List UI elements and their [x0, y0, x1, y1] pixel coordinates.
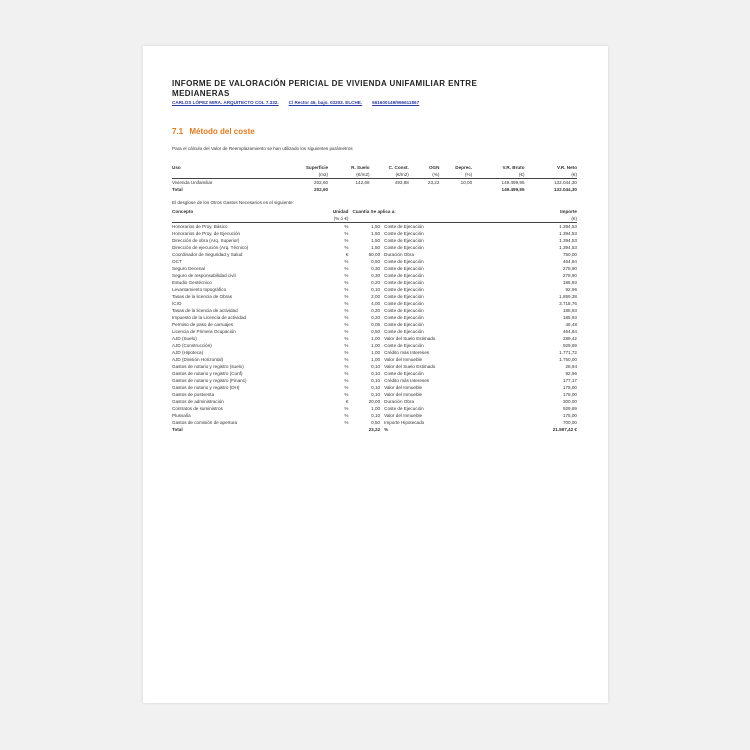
- table-cell: 202,60: [314, 180, 329, 185]
- table-cell: Dirección de ejecución (Arq. Técnico): [172, 245, 249, 250]
- table-row: [172, 342, 577, 349]
- valuation-unit-cell: [172, 171, 287, 179]
- table-cell: %: [344, 406, 349, 411]
- table-cell: 278,90: [562, 266, 577, 271]
- table-cell: %: [344, 392, 349, 397]
- table-cell: Gastos de comisión de apertura: [172, 420, 238, 425]
- table-cell: 23,22: [427, 180, 440, 185]
- table-cell: Impuesto de la Licencia de actividad: [172, 315, 247, 320]
- table-row: [172, 314, 577, 321]
- table-cell: 185,93: [562, 308, 577, 313]
- valuation-header-cell: R. Suelo: [351, 165, 370, 170]
- table-cell: Coordinador de Seguridad y Salud: [172, 252, 243, 257]
- table-cell: %: [344, 308, 349, 313]
- expenses-unit-0: [172, 215, 321, 223]
- table-cell: AJD (División Horizontal): [172, 357, 224, 362]
- table-cell: 2,00: [371, 294, 381, 299]
- table-cell: %: [344, 385, 349, 390]
- table-row: [172, 412, 577, 419]
- table-cell: OCT: [172, 259, 182, 264]
- table-cell: 1,00: [371, 350, 381, 355]
- table-row: [172, 272, 577, 279]
- table-cell: Gastos de notario y registro (suelo): [172, 364, 244, 369]
- section-intro: Para el cálculo del Valor de Reemplazamiento se han utilizado los siguientes parámetros: [172, 146, 353, 151]
- table-row: [172, 300, 577, 307]
- total-cell: Total: [172, 187, 183, 192]
- table-cell: [321, 426, 353, 433]
- table-cell: Licencia de Primera Ocupación: [172, 329, 236, 334]
- document-title: INFORME DE VALORACIÓN PERICIAL DE VIVIENDA UNIFAMILIAR ENTRE MEDIANERAS: [172, 79, 478, 98]
- table-row: [172, 230, 577, 237]
- table-cell: 1,00: [371, 336, 381, 341]
- table-cell: 0,10: [371, 378, 381, 383]
- page-content: [172, 79, 577, 433]
- table-cell: Coste de Ejecución: [384, 322, 424, 327]
- table-cell: %: [344, 245, 349, 250]
- table-cell: Gastos de administración: [172, 399, 224, 404]
- valuation-header-cell: V.R. Bruto: [502, 165, 525, 170]
- table-cell: Coste de Ejecución: [384, 231, 424, 236]
- expenses-table-header: [172, 208, 577, 215]
- table-cell: Valor del Inmueble: [384, 413, 423, 418]
- table-cell: 1.859,38: [559, 294, 577, 299]
- table-cell: %: [344, 378, 349, 383]
- table-cell: €: [345, 252, 349, 257]
- table-row: [172, 370, 577, 377]
- table-cell: 1.394,53: [559, 238, 577, 243]
- table-cell: Coste de Ejecución: [384, 329, 424, 334]
- table-cell: Valor del Suelo Estimado: [384, 336, 436, 341]
- table-cell: Coste de Ejecución: [384, 287, 424, 292]
- author-name: CARLOS LÓPEZ MIRA. ARQUITECTO COL 7.332.: [172, 100, 279, 105]
- table-cell: 175,00: [562, 413, 577, 418]
- table-cell: Tasas de la licencia de Obras: [172, 294, 233, 299]
- table-cell: %: [344, 224, 349, 229]
- table-row: [172, 377, 577, 384]
- total-cell: [370, 186, 409, 193]
- table-cell: Estudio Geotécnico: [172, 280, 212, 285]
- total-cell: 149.499,95: [501, 187, 525, 192]
- table-cell: 464,84: [562, 329, 577, 334]
- table-cell: %: [344, 343, 349, 348]
- expenses-table: [172, 208, 577, 433]
- table-cell: Dirección de obra (Arq. Superior): [172, 238, 240, 243]
- table-cell: %: [344, 273, 349, 278]
- table-cell: AJD (Suelo): [172, 336, 197, 341]
- table-row: [172, 335, 577, 342]
- expenses-table-body: [172, 223, 577, 434]
- table-cell: %: [344, 420, 349, 425]
- table-row: [172, 363, 577, 370]
- table-cell: 177,17: [562, 378, 577, 383]
- expenses-header-unidad: Unidad: [332, 209, 349, 214]
- table-row: [172, 286, 577, 293]
- valuation-unit-cell: (€): [525, 171, 577, 179]
- table-cell: Valor del Inmueble: [384, 385, 423, 390]
- table-cell: Gastos de notario y registro (Conf): [172, 371, 243, 376]
- total-cell: [439, 186, 472, 193]
- expenses-header-cuantia: Cuantía Se aplica a:: [352, 209, 396, 214]
- table-cell: Coste de Ejecución: [384, 273, 424, 278]
- table-cell: 1,50: [371, 231, 381, 236]
- table-row: [172, 321, 577, 328]
- table-cell: %: [344, 357, 349, 362]
- valuation-unit-cell: (%): [409, 171, 440, 179]
- valuation-total-row: [172, 186, 577, 193]
- table-cell: %: [344, 259, 349, 264]
- table-cell: Crédito más Intereses: [384, 350, 430, 355]
- table-cell: 0,50: [371, 259, 381, 264]
- table-cell: Gastos de notario y registro (DH): [172, 385, 240, 390]
- table-cell: 0,20: [371, 280, 381, 285]
- expenses-unit-importe: (€): [493, 215, 577, 223]
- table-cell: Coste de Ejecución: [384, 343, 424, 348]
- valuation-header-cell: Superficie: [305, 165, 329, 170]
- table-cell: 149.499,95: [501, 180, 525, 185]
- table-cell: 1,50: [371, 224, 381, 229]
- table-cell: 46,48: [565, 322, 577, 327]
- valuation-table-units: [172, 171, 577, 179]
- table-cell: Coste de Ejecución: [384, 266, 424, 271]
- table-cell: Seguro de responsabilidad civil: [172, 273, 236, 278]
- table-cell: 3.718,76: [559, 301, 577, 306]
- valuation-header-cell: Uso: [172, 165, 181, 170]
- table-cell: 4,00: [371, 301, 381, 306]
- table-cell: 21.597,42 €: [552, 427, 577, 432]
- table-cell: 0,20: [371, 308, 381, 313]
- valuation-header-cell: Deprec.: [455, 165, 473, 170]
- valuation-table-header: [172, 164, 577, 171]
- table-cell: Valor del Suelo Estimado: [384, 364, 436, 369]
- table-cell: %: [344, 266, 349, 271]
- table-row: [172, 244, 577, 251]
- table-cell: 0,30: [371, 273, 381, 278]
- table-cell: %: [344, 413, 349, 418]
- valuation-header-cell: OGN: [428, 165, 440, 170]
- table-cell: 0,20: [371, 315, 381, 320]
- table-cell: AJD (Construcción): [172, 343, 212, 348]
- table-cell: 92,96: [565, 287, 577, 292]
- table-cell: %: [344, 315, 349, 320]
- table-cell: ICIO: [172, 301, 182, 306]
- table-cell: Gastos de postventa: [172, 392, 215, 397]
- table-cell: Coste de Ejecución: [384, 315, 424, 320]
- table-cell: Valor del Inmueble: [384, 357, 423, 362]
- table-cell: 0,10: [371, 364, 381, 369]
- table-row: [172, 251, 577, 258]
- table-cell: Coste de Ejecución: [384, 259, 424, 264]
- table-cell: %: [344, 329, 349, 334]
- table-cell: 185,93: [562, 280, 577, 285]
- table-cell: 1,00: [371, 406, 381, 411]
- valuation-table: [172, 164, 577, 193]
- expenses-header-concepto: Concepto: [172, 209, 194, 214]
- valuation-table-body: [172, 179, 577, 194]
- table-cell: AJD (Hipoteca): [172, 350, 204, 355]
- table-cell: %: [344, 287, 349, 292]
- table-cell: Coste de Ejecución: [384, 371, 424, 376]
- table-row: [172, 356, 577, 363]
- table-cell: Levantamiento topográfico: [172, 287, 227, 292]
- section-number: 7.1: [172, 127, 184, 136]
- table-cell: 0,50: [371, 420, 381, 425]
- valuation-unit-cell: (m2): [287, 171, 328, 179]
- table-cell: Duración Obra: [384, 399, 414, 404]
- table-cell: %: [344, 364, 349, 369]
- table-cell: 1,50: [371, 238, 381, 243]
- table-row: [172, 237, 577, 244]
- table-cell: 278,90: [562, 273, 577, 278]
- table-cell: Honorarios de Proy. de Ejecución: [172, 231, 241, 236]
- table-cell: 132.044,30: [554, 180, 577, 185]
- document-page: [143, 46, 608, 703]
- table-cell: Coste de Ejecución: [384, 224, 424, 229]
- table-cell: Total: [172, 427, 183, 432]
- table-cell: 92,96: [565, 371, 577, 376]
- table-cell: 175,00: [562, 392, 577, 397]
- table-cell: Seguro Decenal: [172, 266, 205, 271]
- table-row: [172, 293, 577, 300]
- table-cell: %: [384, 427, 389, 432]
- table-cell: Crédito más Intereses: [384, 378, 430, 383]
- table-cell: 1.750,00: [559, 357, 577, 362]
- table-cell: Coste de Ejecución: [384, 308, 424, 313]
- expenses-unit-cuantia: [352, 215, 493, 223]
- table-cell: 1,00: [371, 357, 381, 362]
- valuation-header-cell: C. Const.: [388, 165, 409, 170]
- valuation-header-cell: V.R. Neto: [557, 165, 577, 170]
- table-cell: %: [344, 231, 349, 236]
- table-cell: 20,00: [368, 399, 381, 404]
- table-row: [172, 307, 577, 314]
- table-cell: 0,10: [371, 413, 381, 418]
- table-cell: 0,30: [371, 266, 381, 271]
- table-cell: %: [344, 280, 349, 285]
- table-cell: Tasas de la licencia de actividad: [172, 308, 238, 313]
- table-cell: 10,00: [460, 180, 473, 185]
- table-cell: Coste de Ejecución: [384, 406, 424, 411]
- table-row: [172, 279, 577, 286]
- table-cell: %: [344, 350, 349, 355]
- section-heading: [172, 127, 577, 136]
- table-row: [172, 265, 577, 272]
- valuation-unit-cell: (€/m2): [328, 171, 369, 179]
- table-cell: 929,69: [562, 343, 577, 348]
- table-cell: 0,50: [371, 329, 381, 334]
- table-cell: 1.771,72: [559, 350, 577, 355]
- table-row: [172, 223, 577, 231]
- table-cell: Coste de Ejecución: [384, 301, 424, 306]
- table-cell: %: [344, 238, 349, 243]
- table-row: [172, 419, 577, 426]
- total-cell: [328, 186, 369, 193]
- table-cell: %: [344, 322, 349, 327]
- table-cell: Importe Hipotecado: [384, 420, 425, 425]
- author-address: C/ Rector 46, bajo. 03203. ELCHE.: [288, 100, 363, 105]
- table-cell: Valor del Inmueble: [384, 392, 423, 397]
- table-cell: 142,68: [355, 180, 370, 185]
- table-cell: Vivienda Unifamiliar: [172, 180, 213, 185]
- expenses-table-units: [172, 215, 577, 223]
- table-cell: 0,10: [371, 392, 381, 397]
- table-row: [172, 349, 577, 356]
- expenses-header-importe: Importe: [560, 209, 577, 214]
- table-cell: Coste de Ejecución: [384, 238, 424, 243]
- table-row: [172, 405, 577, 412]
- table-row: [172, 391, 577, 398]
- table-row: [172, 179, 577, 187]
- table-cell: %: [344, 294, 349, 299]
- expenses-unit-unidad: (% ó €): [321, 215, 353, 223]
- table-cell: €: [345, 399, 349, 404]
- valuation-unit-cell: (%): [439, 171, 472, 179]
- table-cell: 300,00: [562, 399, 577, 404]
- table-cell: Plusvalía: [172, 413, 191, 418]
- expenses-total-row: [172, 426, 577, 433]
- table-cell: 750,00: [562, 252, 577, 257]
- section-title: Método del coste: [189, 127, 255, 136]
- table-cell: 464,84: [562, 259, 577, 264]
- author-phone: 661600149/966611867: [372, 100, 420, 105]
- table-cell: Duración Obra: [384, 252, 414, 257]
- valuation-unit-cell: (€/m2): [370, 171, 409, 179]
- table-cell: 28,94: [565, 364, 577, 369]
- table-cell: 175,00: [562, 385, 577, 390]
- table-cell: Permiso de paso de carruajes: [172, 322, 234, 327]
- table-cell: 185,93: [562, 315, 577, 320]
- table-cell: 929,69: [562, 406, 577, 411]
- table-cell: 0,10: [371, 385, 381, 390]
- table-cell: Coste de Ejecución: [384, 280, 424, 285]
- table-cell: 1,50: [371, 245, 381, 250]
- table-cell: 1.394,53: [559, 245, 577, 250]
- table-cell: 0,10: [371, 371, 381, 376]
- table-row: [172, 384, 577, 391]
- table-cell: Coste de Ejecución: [384, 245, 424, 250]
- desglose-intro: El desglose de los Otros Gastos Necesarios es el siguiente:: [172, 200, 294, 205]
- table-cell: %: [344, 371, 349, 376]
- table-cell: 1,00: [371, 343, 381, 348]
- table-cell: 1.394,53: [559, 224, 577, 229]
- table-row: [172, 398, 577, 405]
- table-cell: %: [344, 336, 349, 341]
- total-cell: [409, 186, 440, 193]
- table-cell: 0,10: [371, 287, 381, 292]
- author-line: [172, 100, 577, 105]
- table-cell: Coste de Ejecución: [384, 294, 424, 299]
- table-cell: 289,42: [562, 336, 577, 341]
- table-cell: %: [344, 301, 349, 306]
- table-cell: 700,00: [562, 420, 577, 425]
- table-cell: 1.394,53: [559, 231, 577, 236]
- table-cell: Gastos de notario y registro (Financ): [172, 378, 247, 383]
- table-row: [172, 258, 577, 265]
- total-cell: 132.044,30: [554, 187, 577, 192]
- table-row: [172, 328, 577, 335]
- table-cell: 23,22: [368, 427, 381, 432]
- table-cell: Honorarios de Proy. Básico: [172, 224, 228, 229]
- valuation-unit-cell: (€): [472, 171, 524, 179]
- table-cell: 50,00: [368, 252, 381, 257]
- total-cell: 202,60: [314, 187, 329, 192]
- table-cell: 0,05: [371, 322, 381, 327]
- table-cell: Contratos de suministros: [172, 406, 223, 411]
- table-cell: 493,88: [394, 180, 409, 185]
